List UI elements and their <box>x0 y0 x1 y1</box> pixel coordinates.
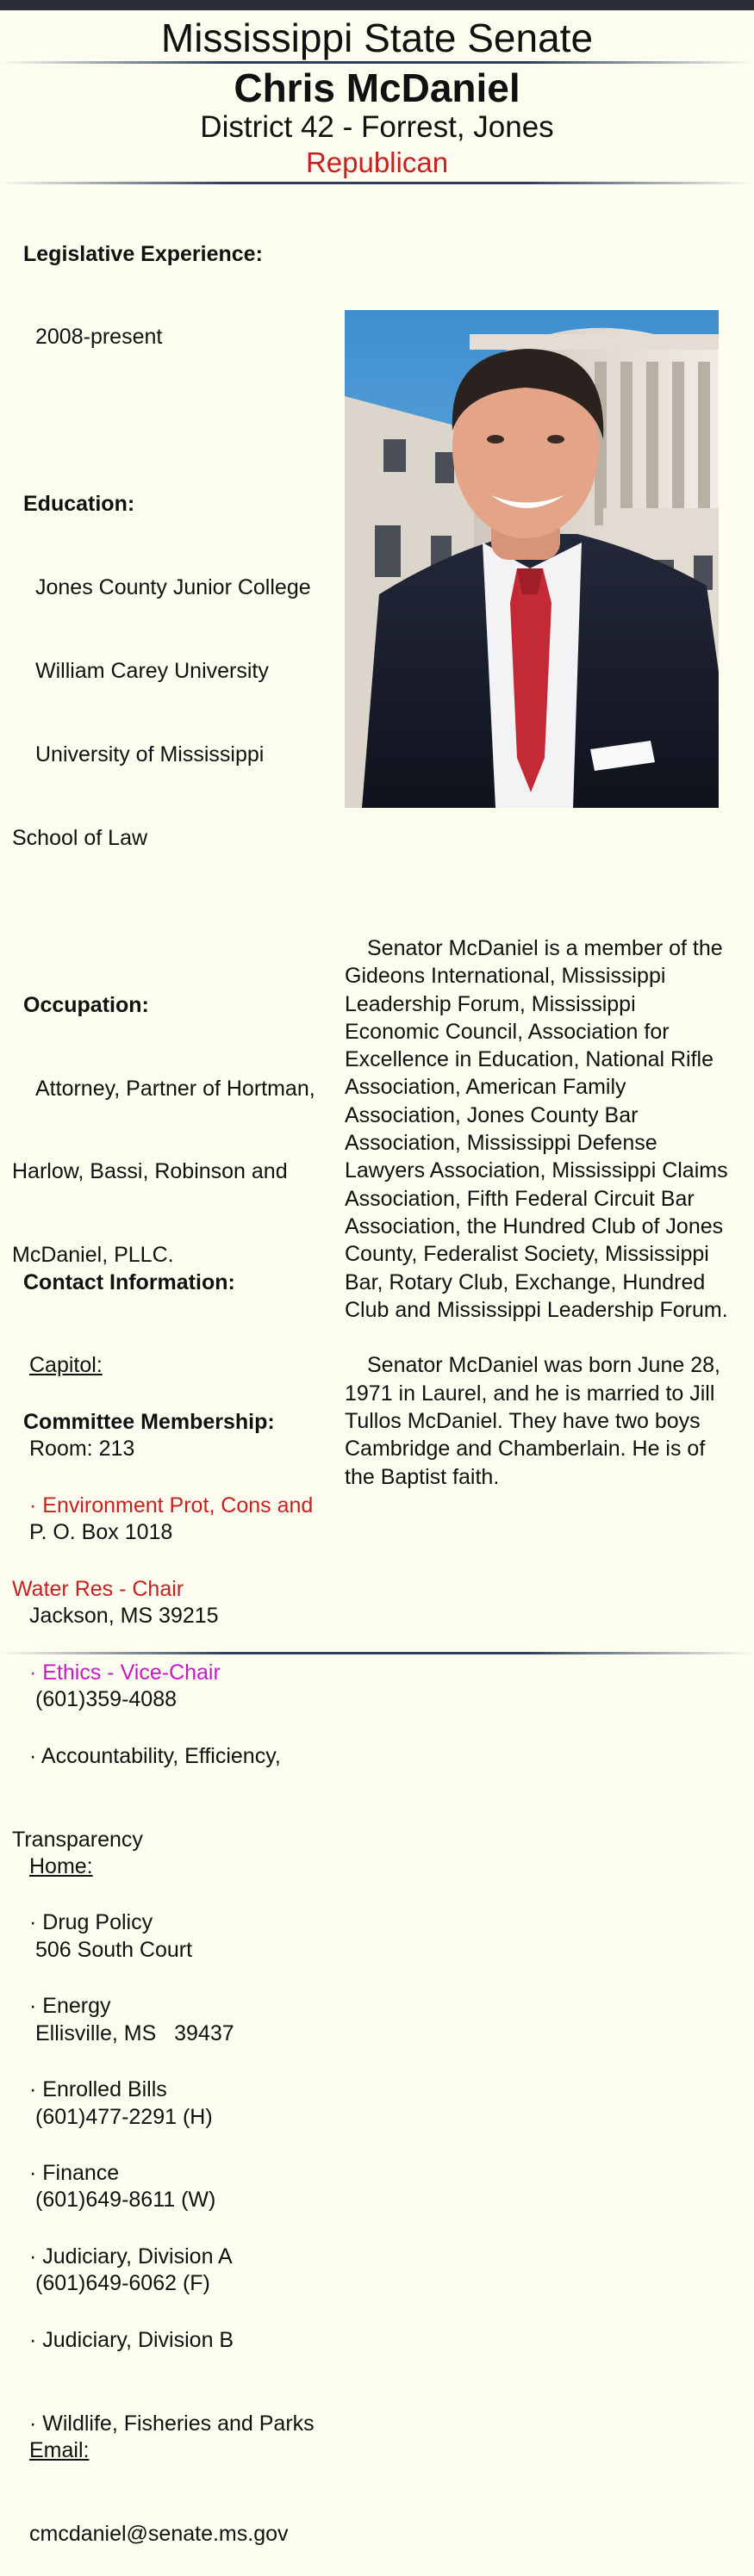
committee-item: · Enrolled Bills <box>29 2077 167 2102</box>
bio-personal-paragraph: Senator McDaniel was born June 28, 1971 in Laurel, and he is married to Jill Tullos McDaniel. They have two boys Cambridge and Chamberlain. He is of the Baptist faith. <box>345 1353 720 1489</box>
committee-chair-item: · Environment Prot, Cons and <box>29 1493 314 1518</box>
footer-divider <box>0 1652 754 1654</box>
biography <box>345 934 728 1491</box>
district-label: District 42 - Forrest, Jones <box>200 110 554 144</box>
education-item: William Carey University <box>35 659 269 684</box>
home-city: Ellisville, MS 39437 <box>35 2020 234 2045</box>
email-address[interactable]: cmcdaniel@senate.ms.gov <box>29 2521 289 2546</box>
capitol-city: Jackson, MS 39215 <box>29 1604 219 1629</box>
experience-heading: Legislative Experience: <box>23 241 263 266</box>
education-item: University of Mississippi <box>35 742 265 767</box>
senator-portrait-photo <box>345 310 719 808</box>
committee-item: · Judiciary, Division A <box>29 2244 233 2269</box>
email-label: Email: <box>29 2438 90 2463</box>
occupation-heading: Occupation: <box>23 992 149 1017</box>
top-bar <box>0 0 754 10</box>
occupation-text: Attorney, Partner of Hortman, <box>35 1076 315 1101</box>
committee-item: · Accountability, Efficiency, <box>29 1743 281 1768</box>
experience-years: 2008-present <box>35 325 163 350</box>
senator-name: Chris McDaniel <box>234 65 520 110</box>
committee-item: · Finance <box>29 2161 120 2186</box>
spacer <box>12 908 352 935</box>
spacer <box>12 1769 340 1797</box>
committee-item: · Wildlife, Fisheries and Parks <box>29 2411 315 2436</box>
work-phone: (601)649-8611 (W) <box>35 2188 216 2213</box>
party-label: Republican <box>305 146 449 178</box>
occupation-text: Harlow, Bassi, Robinson and <box>12 1159 288 1184</box>
occupation-text: McDaniel, PLLC. <box>12 1243 174 1268</box>
contact-information <box>12 1213 340 2576</box>
capitol-pobox: P. O. Box 1018 <box>29 1520 173 1545</box>
home-phone: (601)477-2291 (H) <box>35 2104 213 2129</box>
committee-chair-item: Water Res - Chair <box>12 1576 184 1601</box>
committee-heading: Committee Membership: <box>23 1410 275 1435</box>
contact-heading: Contact Information: <box>23 1269 235 1294</box>
committee-item: · Energy <box>29 1994 111 2019</box>
committee-vice-chair-item: · Ethics - Vice-Chair <box>29 1660 221 1685</box>
education-item: Jones County Junior College <box>35 575 311 600</box>
committee-item: · Judiciary, Division B <box>29 2327 234 2352</box>
capitol-label: Capitol: <box>29 1353 103 1378</box>
header-divider <box>0 61 754 64</box>
spacer <box>12 407 352 434</box>
capitol-room: Room: 213 <box>29 1437 135 1462</box>
home-label: Home: <box>29 1853 93 1878</box>
fax-number: (601)649-6062 (F) <box>35 2271 210 2296</box>
committee-item: · Drug Policy <box>29 1910 153 1935</box>
bio-memberships-paragraph: Senator McDaniel is a member of the Gideons International, Mississippi Leadership Forum, Mississippi Economic Council, Association for Excellence in Education, National Rifle Association, American Family Association, Jones County Bar Association, Mississippi Defense Lawyers Association, Mississippi Claims Association, Fifth Federal Circuit Bar Association, the Hundred Club of Jones County, Federalist Society, Mississippi Bar, Rotary Club, Exchange, Hundred Club and Mississippi Leadership Forum. <box>345 936 728 1322</box>
committee-item: Transparency <box>12 1827 143 1852</box>
education-item: School of Law <box>12 825 148 850</box>
education-heading: Education: <box>23 492 135 517</box>
spacer <box>12 2353 340 2380</box>
capitol-phone: (601)359-4088 <box>35 1687 178 1712</box>
home-street: 506 South Court <box>35 1937 193 1962</box>
chamber-title: Mississippi State Senate <box>160 16 594 60</box>
